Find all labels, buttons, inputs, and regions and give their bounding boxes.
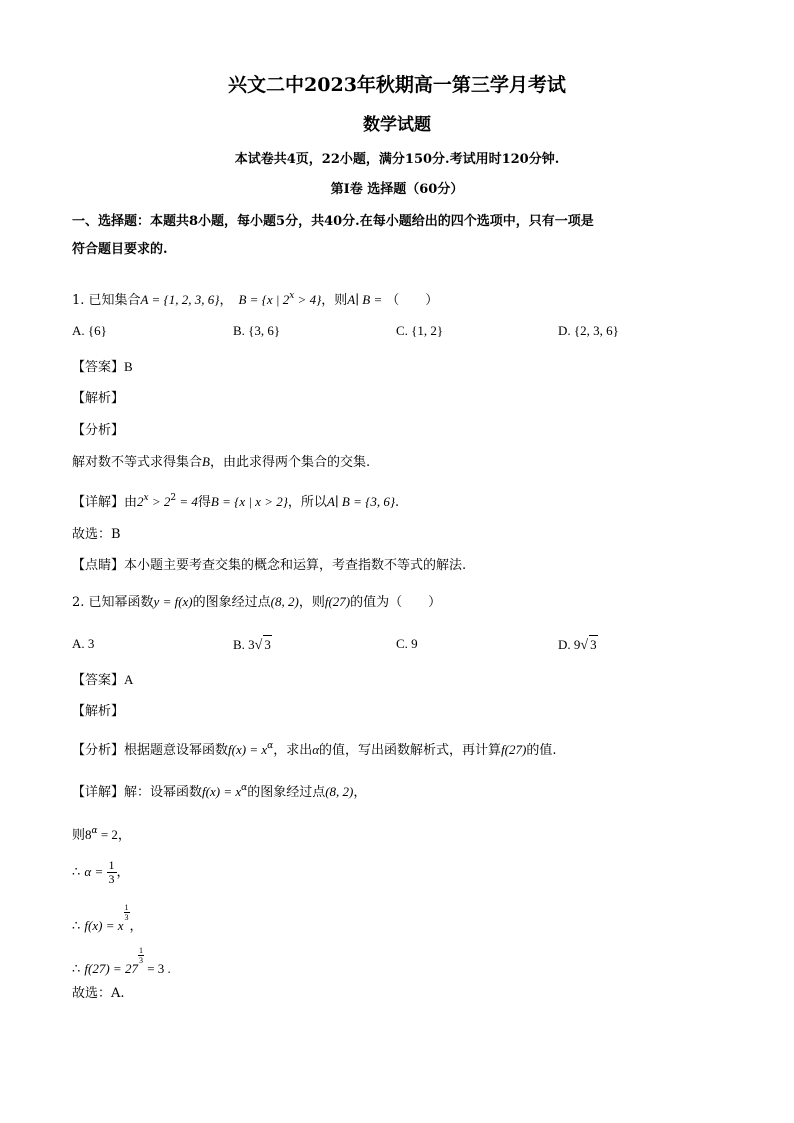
q2-choice: 故选：A. — [72, 986, 125, 1001]
q1-option-d: D. {2, 3, 6} — [558, 323, 619, 338]
q2-step3-den: 3 — [124, 913, 129, 922]
q1-xiangjie-d: . — [395, 495, 400, 510]
q2-step1-t: = 2， — [97, 827, 131, 842]
q2-prefix: 2. 已知幂函数 — [72, 595, 154, 610]
q2-answer-tag: 【答案】 — [72, 673, 125, 688]
q1-xiangjie-e1: x — [143, 493, 149, 503]
q2-fenxi — [72, 737, 556, 760]
q2-step1-m: 8 — [85, 827, 92, 842]
q2-stem — [72, 593, 441, 612]
q2-option-d-radicand: 3 — [590, 637, 597, 652]
q2-val: f(27) — [324, 594, 351, 609]
q1-sep: ， — [219, 293, 233, 308]
q2-option-a: A. 3 — [72, 636, 95, 651]
q1-answer — [72, 358, 133, 377]
q2-step4-den: 3 — [138, 956, 143, 965]
q1-answer-value: B — [124, 359, 133, 374]
q1-fenxi-text: 解对数不等式求得集合 — [72, 455, 203, 470]
q2-step4 — [72, 946, 171, 983]
q2-step3-m: f(x) = x — [84, 918, 124, 933]
q2-option-b-label: B. 3 — [233, 637, 255, 652]
q2-option-b — [233, 635, 272, 655]
q1-fenxi-var: B — [202, 454, 210, 469]
q2-step1-e: α — [91, 826, 98, 836]
q1-set-b-tail: > 4} — [294, 292, 322, 307]
q2-fenxi-c: 的值，写出函数解析式，再计算 — [319, 743, 502, 758]
q2-func: y = f(x) — [153, 594, 193, 609]
q1-xiangjie-tag: 【详解】 — [72, 495, 125, 510]
exam-title: 兴文二中2023年秋期高一第三学月考试 — [228, 74, 566, 96]
q1-option-a: A. {6} — [72, 323, 107, 338]
q1-xiangjie-e2: 2 — [170, 493, 177, 503]
q1-analysis-tag: 【解析】 — [72, 391, 125, 406]
sqrt-icon: √ — [580, 638, 589, 653]
q1-fenxi — [72, 453, 370, 472]
q2-xiangjie-e1: α — [241, 783, 248, 793]
q1-xiangjie-b: 得 — [197, 495, 211, 510]
q1-choice: 故选：B — [72, 527, 121, 542]
q2-step4-t: = 3 . — [143, 961, 171, 976]
q2-xiangjie-b: 的图象经过点 — [247, 785, 326, 800]
q2-step2-num: 1 — [108, 858, 115, 872]
q2-step3-t: ， — [129, 919, 143, 934]
q1-set-b: B = {x | 2 — [238, 292, 290, 307]
q2-xiangjie-a: 解：设幂函数 — [124, 785, 203, 800]
part-title: 第I卷 选择题（60分） — [330, 182, 464, 197]
q1-fenxi-tail: ，由此求得两个集合的交集. — [209, 455, 371, 470]
q1-prefix: 1. 已知集合 — [72, 293, 141, 308]
q2-fenxi-e1: α — [267, 741, 274, 751]
q1-xiangjie-m4: B = {x | x > 2} — [210, 494, 288, 509]
q1-option-c: C. {1, 2} — [396, 323, 444, 338]
q2-tail: 的值为（ ） — [350, 595, 442, 610]
q1-xiangjie-a: 由 — [124, 495, 138, 510]
q1-answer-tag: 【答案】 — [72, 360, 125, 375]
q2-step1 — [72, 822, 131, 845]
q2-fenxi-tag: 【分析】 — [72, 743, 125, 758]
q2-mid: 的图象经过点 — [192, 595, 271, 610]
q2-mid2: ，则 — [298, 595, 325, 610]
q2-fenxi-b: ，求出 — [273, 743, 313, 758]
q1-xiangjie — [72, 489, 399, 512]
q1-set-b-exp: x — [289, 291, 295, 301]
q2-xiangjie — [72, 779, 366, 802]
q1-fenxi-tag: 【分析】 — [72, 423, 125, 438]
q1-option-b: B. {3, 6} — [233, 323, 281, 338]
q2-step3-num: 1 — [124, 903, 129, 912]
q2-answer — [72, 671, 133, 690]
q2-option-c: C. 9 — [396, 636, 418, 651]
q2-option-d — [558, 635, 598, 655]
therefore-icon: ∴ — [72, 865, 85, 880]
q2-step2-t: ， — [116, 865, 130, 880]
q2-fenxi-m2: α — [312, 742, 320, 757]
q2-answer-value: A — [124, 672, 134, 687]
q2-step4-m: f(27) = 27 — [84, 961, 138, 976]
q1-xiangjie-m1: 2 — [137, 494, 144, 509]
q1-ask-expr: A∣ B = — [347, 292, 383, 307]
q2-step2-m: α = — [84, 864, 107, 879]
q2-xiangjie-m1: f(x) = x — [202, 784, 242, 799]
q2-xiangjie-c: ， — [353, 785, 367, 800]
q1-set-a: A = {1, 2, 3, 6} — [140, 292, 220, 307]
q1-stem — [72, 287, 438, 310]
q1-ask: ，则 — [321, 293, 348, 308]
q2-step2-den: 3 — [108, 872, 115, 886]
q2-fenxi-m3: f(27) — [501, 742, 527, 757]
subject-title: 数学试题 — [363, 115, 431, 135]
q2-xiangjie-m2: (8, 2) — [325, 784, 354, 799]
q1-dianjing-text: 本小题主要考查交集的概念和运算，考查指数不等式的解法. — [124, 558, 467, 573]
q2-option-b-radicand: 3 — [264, 637, 271, 652]
q1-xiangjie-m3: = 4 — [176, 494, 198, 509]
q2-xiangjie-tag: 【详解】 — [72, 785, 125, 800]
therefore-icon: ∴ — [72, 962, 85, 977]
therefore-icon: ∴ — [72, 919, 85, 934]
section-heading-line1: 一、选择题：本题共8小题，每小题5分，共40分.在每小题给出的四个选项中，只有一项是 — [72, 214, 594, 229]
q1-dianjing — [72, 557, 466, 575]
q2-step2-frac — [107, 859, 117, 886]
q2-step1-a: 则 — [72, 828, 86, 843]
q1-xiangjie-m2: > 2 — [148, 494, 171, 509]
q2-step4-num: 1 — [138, 946, 143, 955]
q2-point: (8, 2) — [270, 594, 299, 609]
q1-xiangjie-c: ，所以 — [287, 495, 327, 510]
q1-dianjing-tag: 【点睛】 — [72, 558, 125, 573]
q2-step3 — [72, 903, 143, 940]
sqrt-icon: √ — [254, 638, 263, 653]
section-heading-line2: 符合题目要求的. — [72, 242, 168, 257]
exam-note: 本试卷共4页，22小题，满分150分.考试用时120分钟. — [234, 152, 560, 167]
q2-fenxi-m1: f(x) = x — [228, 742, 268, 757]
q1-paren: （ ） — [386, 293, 439, 308]
q2-option-d-label: D. 9 — [558, 637, 581, 652]
q1-xiangjie-m5: A∣ B = {3, 6} — [326, 494, 396, 509]
q2-fenxi-a: 根据题意设幂函数 — [124, 743, 229, 758]
q2-fenxi-d: 的值. — [526, 743, 557, 758]
q2-step2 — [72, 857, 130, 888]
q2-analysis-tag: 【解析】 — [72, 704, 125, 719]
